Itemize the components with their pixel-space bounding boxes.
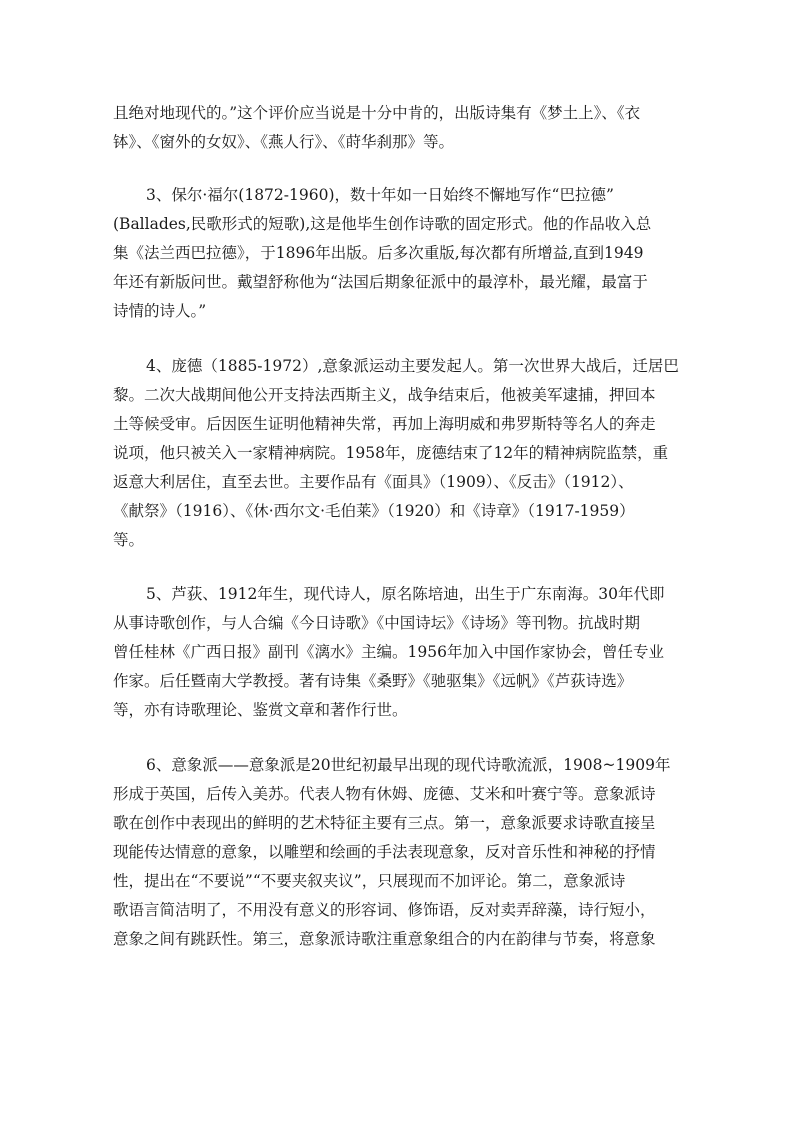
paragraph-continuation [113,99,688,157]
text-line: 6、意象派——意象派是20世纪初最早出现的现代诗歌流派，1908~1909年 [146,756,671,774]
text-line: 年还有新版问世。戴望舒称他为“法国后期象征派中的最淳朴，最光耀，最富于 [113,273,648,291]
text-line: 3、保尔·福尔(1872-1960)，数十年如一日始终不懈地写作“巴拉德” [146,186,614,204]
text-line: 土等候受审。后因医生证明他精神失常，再加上海明威和弗罗斯特等名人的奔走 [113,415,656,433]
text-line: 作家。后任暨南大学教授。著有诗集《桑野》《驰驱集》《远帆》《芦荻诗选》 [113,672,633,690]
text-line: 曾任桂林《广西日报》副刊《漓水》主编。1956年加入中国作家协会，曾任专业 [113,643,664,661]
text-line: (Ballades,民歌形式的短歌),这是他毕生创作诗歌的固定形式。他的作品收入总 [113,215,652,233]
text-line: 集《法兰西巴拉德》，于1896年出版。后多次重版,每次都有所增益,直到1949 [113,244,644,262]
text-line: 性，提出在“不要说”“不要夹叙夹议”，只展现而不加评论。第二，意象派诗 [113,872,626,890]
paragraph-5-lu-di [113,580,688,725]
text-line: 《献祭》（1916）、《休·西尔文·毛伯莱》（1920）和《诗章》（1917-1959） [113,502,635,520]
text-line: 歌语言简洁明了，不用没有意义的形容词、修饰语，反对卖弄辞藻，诗行短小， [113,901,656,919]
paragraph-3-paul-fort [113,181,688,326]
text-line: 且绝对地现代的。”这个评价应当说是十分中肯的，出版诗集有《梦土上》、《衣 [113,104,641,122]
text-line: 诗情的诗人。” [113,302,207,320]
text-line: 说项，他只被关入一家精神病院。1958年，庞德结束了12年的精神病院监禁，重 [113,444,669,462]
text-line: 形成于英国，后传入美苏。代表人物有休姆、庞德、艾米和叶赛宁等。意象派诗 [113,785,656,803]
text-line: 现能传达情意的意象，以雕塑和绘画的手法表现意象，反对音乐性和神秘的抒情 [113,843,656,861]
paragraph-4-pound [113,352,688,555]
text-line: 意象之间有跳跃性。第三，意象派诗歌注重意象组合的内在韵律与节奏，将意象 [113,930,656,948]
text-line: 4、庞德（1885-1972）,意象派运动主要发起人。第一次世界大战后，迁居巴 [146,357,679,375]
text-line: 从事诗歌创作，与人合编《今日诗歌》《中国诗坛》《诗场》等刊物。抗战时期 [113,614,641,632]
text-line: 等。 [113,531,145,549]
text-line: 5、芦荻、1912年生，现代诗人，原名陈培迪，出生于广东南海。30年代即 [146,585,665,603]
paragraph-6-imagism [113,751,688,954]
text-line: 钵》、《窗外的女奴》、《燕人行》、《莳华刹那》等。 [113,133,455,151]
text-line: 歌在创作中表现出的鲜明的艺术特征主要有三点。第一，意象派要求诗歌直接呈 [113,814,656,832]
text-line: 等，亦有诗歌理论、鉴赏文章和著作行世。 [113,701,408,719]
text-line: 黎。二次大战期间他公开支持法西斯主义，战争结束后，他被美军逮捕，押回本 [113,386,656,404]
text-line: 返意大利居住，直至去世。主要作品有《面具》（1909）、《反击》（1912）、 [113,473,634,491]
